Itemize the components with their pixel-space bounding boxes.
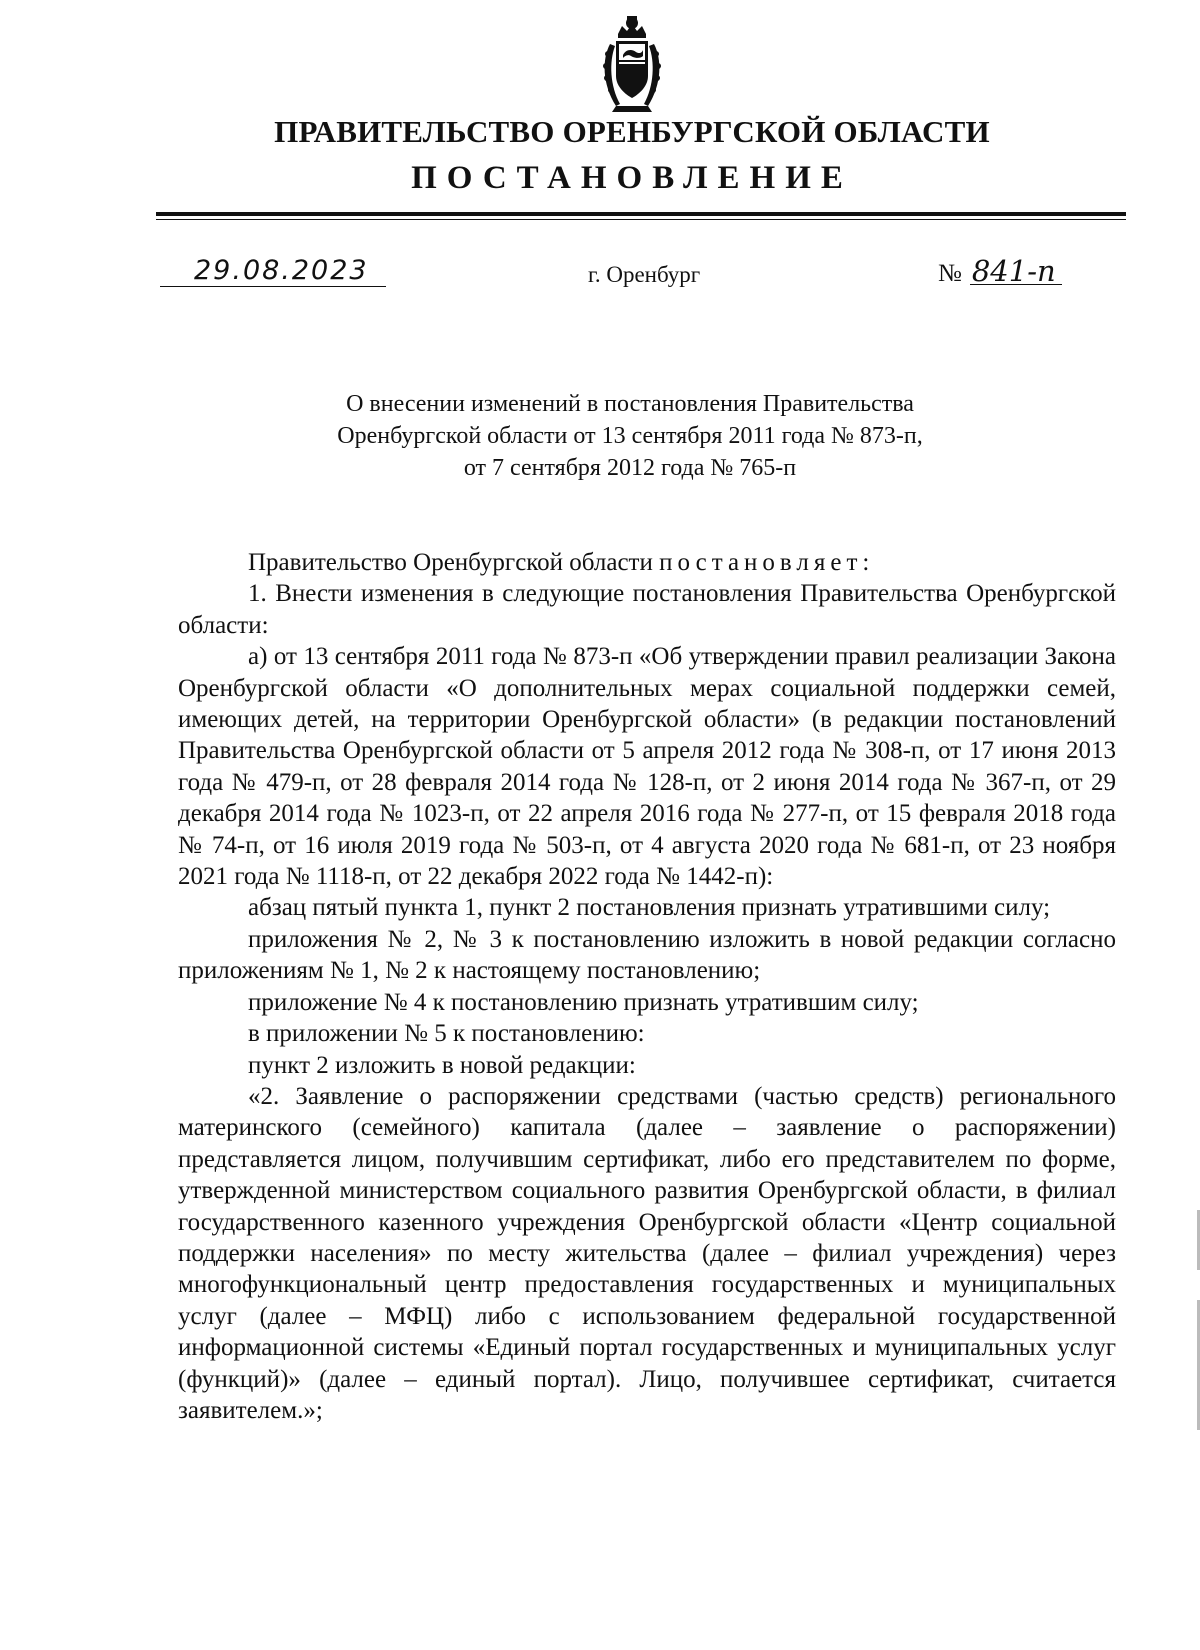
coat-of-arms-icon [596, 14, 668, 114]
intro-paragraph [178, 547, 1116, 578]
document-body [178, 547, 1116, 1426]
body-paragraph: приложения № 2, № 3 к постановлению изложить в новой редакции согласно приложениям № 1, № 2 к настоящему постановлению; [178, 925, 1116, 985]
title-line: от 7 сентября 2012 года № 765-п [463, 455, 797, 481]
document-title [180, 388, 1080, 484]
document-type: ПОСТАНОВЛЕНИЕ [411, 160, 853, 196]
body-paragraph: приложение № 4 к постановлению признать утратившим силу; [248, 988, 919, 1016]
organization-name: ПРАВИТЕЛЬСТВО ОРЕНБУРГСКОЙ ОБЛАСТИ [274, 114, 990, 149]
body-paragraph: а) от 13 сентября 2011 года № 873-п «Об утверждении правил реализации Закона Оренбургской области «О дополнительных мерах социальной поддержки семей, имеющих детей, на территории Оренбургской области» (в редакции постановлений Правительства Оренбургской области от 5 апреля 2012 года № 308-п, от 17 июня 2013 года № 479-п, от 28 февраля 2014 года № 128-п, от 2 июня 2014 года № 367-п, от 29 декабря 2014 года № 1023-п, от 22 апреля 2016 года № 277-п, от 15 февраля 2018 года № 74-п, от 16 июля 2019 года № 503-п, от 4 августа 2020 года № 681-п, от 23 ноября 2021 года № 1118-п, от 22 декабря 2022 года № 1442-п): [178, 643, 1116, 891]
number-value: 841-п [970, 258, 1062, 285]
body-paragraph: в приложении № 5 к постановлению: [248, 1020, 645, 1048]
intro-prefix: Правительство Оренбургской области [248, 549, 653, 576]
document-date: 29.08.2023 [160, 256, 386, 287]
body-paragraph: 1. Внести изменения в следующие постановления Правительства Оренбургской области: [178, 580, 1116, 639]
body-paragraph: пункт 2 изложить в новой редакции: [248, 1051, 636, 1079]
header-divider-thick [156, 212, 1126, 216]
number-label: № [938, 260, 962, 287]
body-paragraph: «2. Заявление о распоряжении средствами (частью средств) регионального материнского (семейного) капитала (далее – заявление о распоряжении) представляется лицом, получившим сертификат, либо его представителем по форме, утвержденной министерством социального развития Оренбургской области, в филиал государственного казенного учреждения Оренбургской области «Центр социальной поддержки населения» по месту жительства (далее – филиал учреждения) через многофункциональный центр предоставления государственных и муниципальных услуг (далее – МФЦ) либо с использованием федеральной государственной информационной системы «Единый портал государственных и муниципальных услуг (функций)» (далее – единый портал). Лицо, получившее сертификат, считается заявителем.»; [178, 1082, 1116, 1424]
title-line: О внесении изменений в постановления Правительства [346, 391, 914, 417]
document-city: г. Оренбург [588, 262, 701, 287]
title-line: Оренбургской области от 13 сентября 2011 года № 873-п, [337, 423, 923, 449]
document-number [938, 254, 1062, 288]
header-divider-thin [156, 219, 1126, 220]
body-paragraph: абзац пятый пункта 1, пункт 2 постановления признать утратившими силу; [248, 894, 1051, 922]
intro-verb: постановляет: [659, 549, 875, 576]
